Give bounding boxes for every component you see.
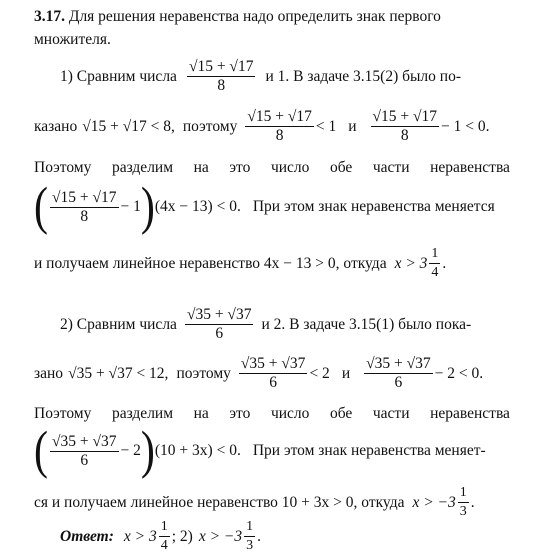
answer-label: Ответ: bbox=[60, 527, 114, 545]
fraction-sqrt15-sqrt17-over-8: $\frac{√15 + √17}{8}$ bbox=[372, 108, 438, 144]
part1-line-4: ( $\frac{√15 + √17}{8}$ − 1 ) (4x − 13) < 0. При этом знак неравенства меняется bbox=[34, 178, 495, 236]
fraction-sqrt35-sqrt37-over-6: $\frac{√35 + √37}{6}$ bbox=[240, 355, 306, 391]
result-x-gt-3: x > 3 bbox=[394, 254, 428, 272]
answer-line: Ответ: x > 3 $\frac{1}{4}$ ; 2) x > −3 $\frac{1}{3}$ . bbox=[60, 519, 262, 553]
problem-number: 3.17. bbox=[34, 8, 65, 25]
part2-line-4: ( $\frac{√35 + √37}{6}$ − 2 ) (10 + 3x) < 0. При этом знак неравенства меняет- bbox=[34, 422, 486, 480]
fraction-sqrt15-sqrt17-over-8: $\frac{√15 + √17}{8}$ bbox=[188, 58, 254, 94]
left-paren: ( bbox=[34, 422, 48, 480]
part1-reference-text: и 1. В задаче 3.15(2) было по- bbox=[265, 67, 461, 85]
fraction-sqrt15-sqrt17-over-8: $\frac{√15 + √17}{8}$ bbox=[52, 188, 117, 225]
fraction-sqrt35-sqrt37-over-6: $\frac{√35 + √37}{6}$ bbox=[52, 432, 117, 469]
fraction-1-over-4: $\frac{1}{4}$ bbox=[431, 246, 439, 280]
intro-text-2: множителя. bbox=[34, 31, 111, 48]
part1-compare-text: 1) Сравним числа bbox=[60, 67, 177, 85]
fraction-1-over-3: $\frac{1}{3}$ bbox=[459, 485, 467, 519]
intro-line-1 bbox=[34, 8, 441, 26]
intro-line-2 bbox=[34, 31, 111, 49]
part2-line-1: 2) Сравним числа $\frac{√35 + √37}{6}$ и 2. В задаче 3.15(1) было пока- bbox=[60, 306, 472, 342]
right-paren: ) bbox=[140, 178, 155, 236]
part1-line-2: казано √15 + √17 < 8, поэтому $\frac{√15 + √17}{8}$ < 1 и $\frac{√15 + √17}{8}$ − 1 < 0. bbox=[34, 108, 490, 144]
inequality-sum-lt-12: √35 + √37 < 12, bbox=[68, 364, 169, 382]
part2-line-2: зано √35 + √37 < 12, поэтому $\frac{√35 + √37}{6}$ < 2 и $\frac{√35 + √37}{6}$ − 2 < 0. bbox=[34, 355, 484, 391]
fraction-1-over-4: $\frac{1}{4}$ bbox=[160, 519, 168, 553]
inequality-sum-lt-8: √15 + √17 < 8, bbox=[82, 117, 175, 135]
fraction-sqrt35-sqrt37-over-6: $\frac{√35 + √37}{6}$ bbox=[186, 306, 252, 342]
factor-10-3x: (10 + 3x) < 0. bbox=[154, 442, 241, 459]
right-paren: ) bbox=[140, 422, 155, 480]
part2-line-5: ся и получаем линейное неравенство 10 + 3x > 0, откуда x > −3 $\frac{1}{3}$ . bbox=[34, 485, 475, 519]
result-x-gt-minus-3: x > −3 bbox=[412, 493, 456, 511]
part2-line-3: Поэтому разделим на это число обе части неравенства bbox=[34, 405, 510, 422]
fraction-sqrt15-sqrt17-over-8: $\frac{√15 + √17}{8}$ bbox=[247, 108, 312, 144]
fraction-sqrt35-sqrt37-over-6: $\frac{√35 + √37}{6}$ bbox=[366, 355, 431, 391]
factor-4x-13: (4x − 13) < 0. bbox=[154, 198, 241, 215]
part1-line-3: Поэтому разделим на это число обе части неравенства bbox=[34, 159, 510, 176]
part1-line-1 bbox=[60, 58, 461, 95]
part1-line-5: и получаем линейное неравенство 4x − 13 > 0, откуда x > 3 $\frac{1}{4}$ . bbox=[34, 246, 447, 280]
fraction-1-over-3: $\frac{1}{3}$ bbox=[246, 519, 254, 553]
left-paren: ( bbox=[34, 178, 48, 236]
intro-text-1: Для решения неравенства надо определить знак первого bbox=[68, 8, 441, 25]
